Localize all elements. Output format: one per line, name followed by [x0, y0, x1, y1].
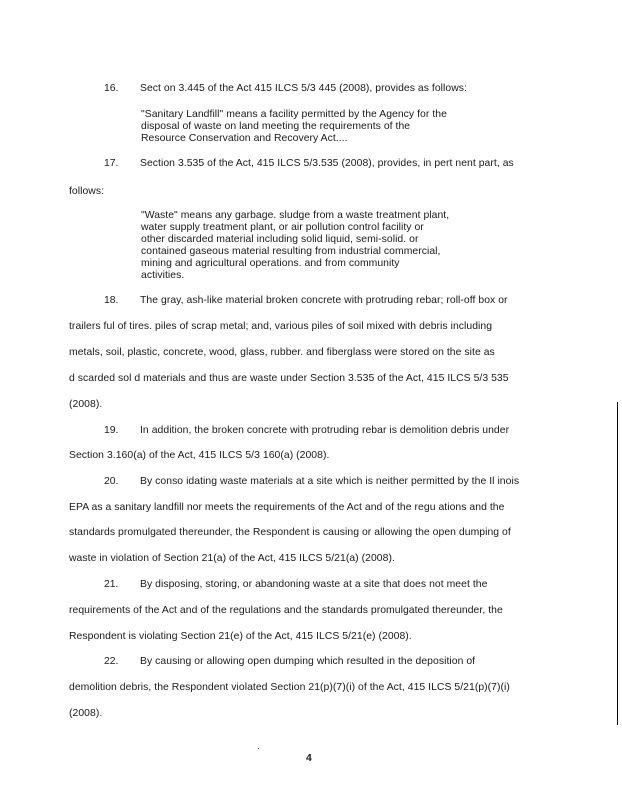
paragraph-line: (2008).: [69, 708, 103, 719]
quote-line: water supply treatment plant, or air pollution control facility or: [141, 222, 424, 233]
paragraph-number: 17.: [104, 158, 119, 169]
quote-line: contained gaseous material resulting from industrial commercial,: [141, 246, 441, 257]
paragraph-line: By causing or allowing open dumping which resulted in the deposition of: [140, 656, 476, 667]
paragraph-number: 19.: [104, 425, 119, 436]
paragraph-line: By disposing, storing, or abandoning waste at a site that does not meet the: [140, 579, 488, 590]
paragraph-line: waste in violation of Section 21(a) of the Act, 415 ILCS 5/21(a) (2008).: [69, 553, 395, 564]
paragraph-number: 22.: [104, 656, 119, 667]
paragraph-line: By conso idating waste materials at a site which is neither permitted by the Il inois: [140, 476, 520, 487]
paragraph-line: In addition, the broken concrete with protruding rebar is demolition debris under: [140, 425, 510, 436]
paragraph-line: trailers ful of tires. piles of scrap metal; and, various piles of soil mixed with debris including: [69, 321, 493, 332]
paragraph-line: demolition debris, the Respondent violated Section 21(p)(7)(i) of the Act, 415 ILCS 5/21(p)(7)(i): [69, 682, 510, 693]
paragraph-line: d scarded sol d materials and thus are waste under Section 3.535 of the Act, 415 ILCS 5/3 535: [69, 373, 509, 384]
paragraph-number: 16.: [104, 83, 119, 94]
paragraph-line: Sect on 3.445 of the Act 415 ILCS 5/3 445 (2008), provides as follows:: [140, 83, 467, 94]
scan-margin-line: [617, 402, 618, 725]
paragraph-number: 21.: [104, 579, 119, 590]
paragraph-line: requirements of the Act and of the regulations and the standards promulgated thereunder, the: [69, 605, 503, 616]
paragraph-line: (2008).: [69, 399, 103, 410]
page-number: 4: [306, 753, 312, 764]
paragraph-line: The gray, ash-like material broken concrete with protruding rebar; roll-off box or: [140, 295, 508, 306]
paragraph-line: standards promulgated thereunder, the Respondent is causing or allowing the open dumping of: [69, 527, 511, 538]
quote-line: activities.: [141, 270, 185, 281]
scan-speck: [258, 748, 259, 749]
paragraph-line: Section 3.535 of the Act, 415 ILCS 5/3.535 (2008), provides, in pert nent part, as: [140, 158, 514, 169]
paragraph-line: metals, soil, plastic, concrete, wood, glass, rubber. and fiberglass were stored on the site as: [69, 347, 495, 358]
paragraph-number: 18.: [104, 295, 119, 306]
paragraph-number: 20.: [104, 476, 119, 487]
quote-line: Resource Conservation and Recovery Act....: [141, 133, 348, 144]
quote-line: other discarded material including solid liquid, semi-solid. or: [141, 234, 419, 245]
paragraph-line: follows:: [69, 186, 105, 197]
quote-line: disposal of waste on land meeting the requirements of the: [141, 121, 411, 132]
paragraph-line: EPA as a sanitary landfill nor meets the requirements of the Act and of the regu ations and the: [69, 502, 505, 513]
quote-line: "Sanitary Landfill" means a facility permitted by the Agency for the: [141, 109, 447, 120]
quote-line: mining and agricultural operations. and from community: [141, 258, 400, 269]
paragraph-line: Respondent is violating Section 21(e) of the Act, 415 ILCS 5/21(e) (2008).: [69, 631, 412, 642]
quote-line: "Waste" means any garbage. sludge from a waste treatment plant,: [141, 210, 450, 221]
paragraph-line: Section 3.160(a) of the Act, 415 ILCS 5/3 160(a) (2008).: [69, 450, 330, 461]
